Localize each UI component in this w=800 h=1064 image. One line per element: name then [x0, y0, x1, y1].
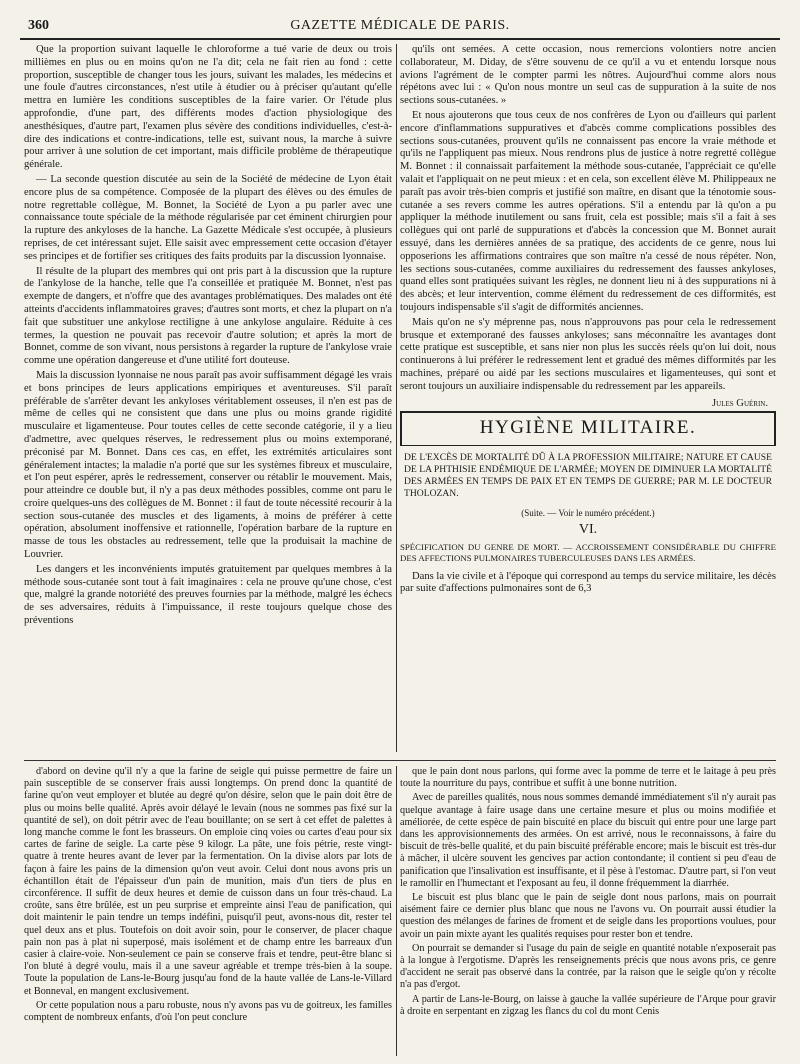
author-signature: Jules Guérin.	[712, 397, 768, 409]
paragraph: Mais la discussion lyonnaise ne nous paraît pas avoir suffisamment dégagé les vrais et bons principes de leurs applications empiriques et aventureuses. S'il paraît préférable de s'arrêter devant les ankyloses véritablement osseuses, il n'en est pas de même de celles qui ne consistent que dans une plus ou moins grande rigidité musculaire et ligamenteuse. Pour toutes celles de cette seconde catégorie, il y a lieu d'admettre, avec quelques réserves, le redressement plus ou moins extemporané, préconisé par M. Bonnet. Dans ces cas, en effet, les extrémités articulaires sont généralement intactes; la maladie n'a porté que sur les systèmes fibreux et musculaire, et l'on peut espérer, après le redressement, conserver ou rétablir le mouvement. Mais, pour atteindre ce double but, il n'y a pas deux méthodes possibles, comme ont paru le croire quelques-uns des collègues de M. Bonnet : il faut de toute nécessité recourir à la section sous-cutanée des muscles et des ligaments, à moins de préférer à cette opération, absolument inoffensive et rationnelle, l'opération barbare de la rupture en masse de tous les obstacles au redressement, telle que la produisait la machine de Louvrier.	[24, 369, 392, 561]
paragraph: — La seconde question discutée au sein de la Société de médecine de Lyon était encore plus de sa compétence. Composée de la plupart des élèves ou des émules de notre regrettable collègue, M. Bonnet, la Société de Lyon a pu parler avec une connaissance toute spéciale de la méthode régularisée par cet éminent chirurgien pour la rupture des ankyloses de la hanche. La Gazette Médicale s'est occupée, à plusieurs reprises, de cet intéressant sujet. Elle saisit avec empressement cette occasion d'étayer ses principes et de fortifier ses critiques des faits produits par la discussion lyonnaise.	[24, 173, 392, 262]
bottom-right-column	[400, 766, 776, 1056]
paragraph: Les dangers et les inconvénients imputés gratuitement par quelques membres à la méthode sous-cutanée sont tout à fait imaginaires : cela ne prouve qu'une chose, c'est que, malgré la grande notoriété des preuves fournies par la méthode, malgré les échecs de ses adversaires, réduits à l'impuissance, il reste toujours quelque chose des préventions	[24, 563, 392, 627]
column-divider	[396, 44, 397, 752]
paragraph: qu'ils ont semées. A cette occasion, nous remercions volontiers notre ancien collaborateur, M. Diday, de s'être souvenu de ce qu'il a vu et entendu lorsque nous avions l'agrément de le compter parmi les nôtres. Aujourd'hui comme alors nous répétons avec lui : « Qu'on nous montre un seul cas de suppuration à la suite de nos sections sous-cutanées. »	[400, 44, 776, 107]
page-number: 360	[28, 18, 49, 33]
paragraph: Et nous ajouterons que tous ceux de nos confrères de Lyon ou d'ailleurs qui parlent encore d'inflammations suppuratives et d'abcès comme complications possibles des sections sous-cutanées, prouvent qu'ils ne connaissent pas encore la vraie méthode et qu'ils ne l'appliquent pas mieux. Nous rendrons plus de justice à notre regretté collègue M. Bonnet : il connaissait parfaitement la méthode sous-cutanée, l'appréciait ce qu'elle valait et l'appliquait on ne peut mieux : et en cela, son excellent élève M. Philippeaux ne paraît pas avoir très-bien compris et justifié son maître, en disant que la ténotomie sous-cutanée a ses revers comme les autres opérations. S'il a entendu par là qu'on a pu appliquer la méthode inutilement ou sans fruit, cela est possible; mais s'il a fait à ses collègues qui ont parlé de suppurations et d'abcès la concession que M. Bonnet aurait essuyé, dans les dernières années de sa pratique, des accidents de ce genre, nous lui opposerions les affirmations contraires que son maître n'a cessé de nous répéter. Non, les sections sous-cutanées, comme auxiliaires du redressement des fausses ankyloses, quand elles sont pratiquées suivant les règles, ne donnent lieu ni à des suppurations ni à des abcès; et leur intervention, comme élément du redressement de ces difformités, est toujours indispensable s'il s'agit de difformités anciennes.	[400, 109, 776, 313]
section-heading: HYGIÈNE MILITAIRE.	[479, 416, 697, 438]
top-right-column	[400, 44, 776, 752]
paragraph: On pourrait se demander si l'usage du pain de seigle en quantité notable n'exposerait pas à la longue à l'ergotisme. D'après les renseignements précis que nous avons pris, ce genre d'accident ne serait pas observé dans la contrée, par la raison que le seigle qu'on y récolte n'a pas d'ergot.	[400, 942, 776, 991]
paragraph: Il résulte de la plupart des membres qui ont pris part à la discussion que la rupture de l'ankylose de la hanche, telle que l'a conseillée et pratiquée M. Bonnet, n'est pas exempte de dangers, et n'offre que des avantages problématiques. Des malades ont été atteints d'accidents inflammatoires graves; d'autres sont morts, et chez la plupart on n'a fait que substituer une ankylose rectiligne à une ankylose angulaire. Réduite à ces termes, la question ne pouvait pas recevoir d'autre solution; et après la mort de Bonnet, comme de son vivant, nous persistons à regarder la rupture de l'ankylose vraie comme une opération dangereuse et d'une utilité fort douteuse.	[24, 265, 392, 367]
paragraph: Le biscuit est plus blanc que le pain de seigle dont nous parlons, mais on pourrait aisément faire ce dernier plus blanc que nous ne l'avons vu. On pourrait aussi étudier la question des mélanges de farines de froment et de seigle dans les proportions voulues, pour avoir un pain mixte ayant les qualités requises pour rester bon et tendre.	[400, 892, 776, 940]
column-divider	[396, 766, 397, 1056]
bottom-left-column	[24, 766, 392, 1056]
paragraph: Dans la vie civile et à l'époque qui correspond au temps du service militaire, les décès par suite d'affections pulmonaires sont de 6,3	[400, 570, 776, 595]
paragraph: Que la proportion suivant laquelle le chloroforme a tué varie de deux ou trois millièmes en plus ou en moins qu'on ne l'a dit; cela ne fait rien au fond : cette proportion, susceptible de changer tous les jours, suivant les malades, les médecins et une foule d'autres circonstances, n'est utile à étudier ou à préciser qu'autant qu'elle mettra en lumière les conditions susceptibles de la faire varier. Or l'étude plus approfondie, d'une part, des différents modes d'action physiologique des anesthésiques, d'autre part, l'examen plus sévère des conditions individuelles, c'est-à-dire des indications et contre-indications, telle est, suivant nous, la marche à suivre pour arriver à une solution de cet important, mais difficile problème de thérapeutique générale.	[24, 44, 392, 171]
paragraph: Avec de pareilles qualités, nous nous sommes demandé immédiatement s'il n'y aurait pas quelque avantage à faire usage dans une certaine mesure et plus ou moins modifiée et améliorée, de cette espèce de pain biscuité en place du biscuit qui entre pour une large part dans les approvisionnements des armées. On est arrivé, nous le reconnaissons, à faire du biscuit de très-belle qualité, et du pain biscuité préférable encore; mais le biscuit est très-dur à mâcher, il ulcère souvent les gencives par action contondante; il contient si peu d'eau de panification que l'insalivation est insuffisante, et il pèse à l'estomac. D'autre part, si l'on veut le ramollir en l'humectant et l'exposant au feu, il donne fréquemment la diarrhée.	[400, 792, 776, 889]
top-left-column	[24, 44, 392, 752]
journal-title: GAZETTE MÉDICALE DE PARIS.	[290, 18, 510, 33]
running-header	[20, 16, 780, 40]
paragraph: A partir de Lans-le-Bourg, on laisse à gauche la vallée supérieure de l'Arque pour gravir à droite en serpentant en zigzag les flancs du col du mont Cenis	[400, 993, 776, 1017]
paragraph: Or cette population nous a paru robuste, nous n'y avons pas vu de goitreux, les familles comptent de nombreux enfants, d'où l'on peut conclure	[24, 999, 392, 1024]
paragraph: d'abord on devine qu'il n'y a que la farine de seigle qui puisse permettre de faire un pain susceptible de se conserver frais aussi longtemps. On prend donc la quantité de farine qu'on veut employer et blutée au degré qu'on désire, selon que le pain doit être de plus ou moins belle qualité. Après avoir délayé le levain (nous ne sommes pas fixé sur la quantité de sel), on doit pétrir avec de l'eau bouillante; on se sert à cet effet de palettes à long manche comme le font les brasseurs. On emploie cinq voies ou cartes d'eau pour six cartes de farine de seigle. La carte pèse 9 kilogr. La pâte, une fois pétrie, reste vingt-quatre à trente heures avant de lever par la fermentation. On la divise alors par lots de façon à faire les pains de la dimension qu'on veut avoir. Celui dont nous avons pris un échantillon était de l'épaisseur d'un pain de munition, mais d'un tiers de plus en circonférence. Il suffit de deux heures et demie de cuisson dans un four très-chaud. La croûte, sans être brûlée, est un peu surprise et empreinte ainsi l'eau de panification, qui doit maintenir le pain tendre un temps indéfini, puisqu'il peut, avons-nous dit, rester tel quel deux ans et plus. Toutefois on doit avoir soin, pour le conserver, de placer chaque pain non pas à plat ni superposé, mais isolément et de champ entre les barreaux d'un casier à claire-voie. Non-seulement ce pain se conserve frais et tendre, peut-être blanc si l'on bluté à degré voulu, mais il a une saveur agréable et trempe très-bien à la soupe. Toute la population de Lans-le-Bourg jusqu'au fond de la haute vallée de Lans-le-Villard et Bonneval, en mangent exclusivement.	[24, 766, 392, 997]
section-box	[400, 411, 776, 446]
article-continuation-note: (Suite. — Voir le numéro précédent.)	[521, 507, 655, 518]
horizontal-divider	[24, 760, 776, 761]
article-subsection: SPÉCIFICATION DU GENRE DE MORT. — ACCROISSEMENT CONSIDÉRABLE DU CHIFFRE DES AFFECTIONS PULMONAIRES TUBERCULEUSES DANS LES ARMÉES.	[400, 541, 776, 564]
article-title: DE L'EXCÈS DE MORTALITÉ DÛ À LA PROFESSION MILITAIRE; NATURE ET CAUSE DE LA PHTHISIE ENDÉMIQUE DE L'ARMÉE; MOYEN DE DIMINUER LA MORTALITÉ DES ARMÉES EN TEMPS DE PAIX ET EN TEMPS DE GUERRE; PAR M. LE DOCTEUR THOLOZAN.	[404, 451, 772, 499]
paragraph: que le pain dont nous parlons, qui forme avec la pomme de terre et le laitage à peu près toute la nourriture du pays, contribue et suffit à une bonne nutrition.	[400, 766, 776, 790]
paragraph: Mais qu'on ne s'y méprenne pas, nous n'approuvons pas pour cela le redressement brusque et extemporané des fausses ankyloses; sans méconnaître les avantages dont cette pratique est susceptible, et sans nier non plus les succès réels qu'on lui doit, nous continuerons à lui préférer le redressement lent et gradué des mêmes difformités par les machines, préparé ou aidé par les sections musculaires et ligamenteuses, qui sont et seront toujours un auxiliaire indispensable du redressement par les appareils.	[400, 316, 776, 392]
article-part-number: VI.	[578, 521, 598, 537]
